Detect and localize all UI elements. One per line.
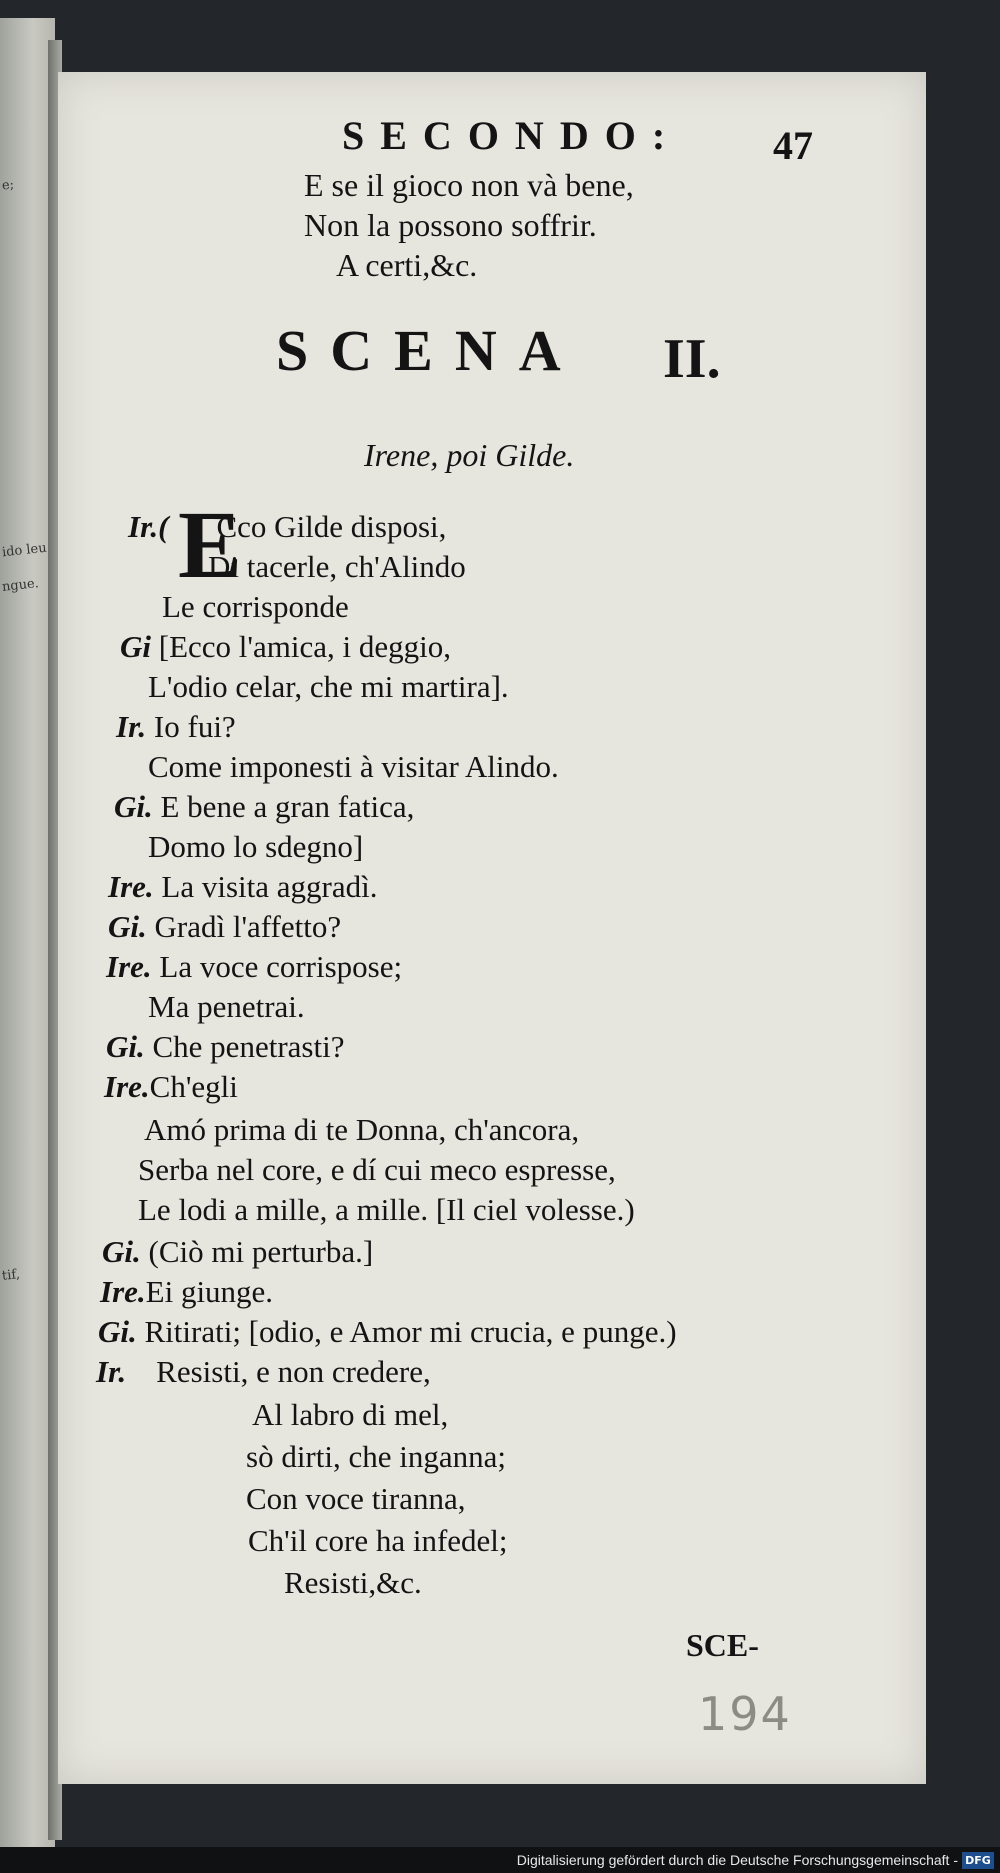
line-text: La voce corrispose; [159,949,403,984]
line-text: Che penetrasti? [152,1029,345,1064]
carryover-line: A certi,&c. [336,247,478,283]
facing-page-fragment: ido leu [1,540,48,561]
drop-capital: E [178,491,243,598]
line-text: Con voce tiranna, [246,1481,466,1516]
speaker-label: Gi. [106,1029,145,1064]
dialogue-line [108,909,341,945]
dialogue-line [138,1152,616,1188]
line-text: Ma penetrai. [148,989,305,1024]
pencil-annotation: 194 [698,1687,792,1741]
line-text: Ritirati; [odio, e Amor mi crucia, e punge.) [144,1314,677,1349]
facing-page-fragment: ngue. [1,576,40,595]
dialogue-line [148,749,559,785]
carryover-line: Non la possono soffrir. [304,207,597,243]
page-number: 47 [773,123,813,168]
line-text: L'odio celar, che mi martira]. [148,669,509,704]
facing-page-fragment: e; [1,177,15,194]
dialogue-line [148,989,305,1025]
dialogue-line [96,1354,431,1390]
line-text: Resisti,&c. [284,1565,422,1600]
line-text: Di tacerle, ch'Alindo [208,549,466,584]
line-text: Cco Gilde disposi, [216,509,447,544]
catchword: SCE- [686,1627,759,1663]
line-text: Al labro di mel, [252,1397,449,1432]
dialogue-line [248,1523,508,1559]
speaker-label: Ire. [106,949,152,984]
dialogue-line [252,1397,448,1433]
scene-cast: Irene, poi Gilde. [364,437,575,473]
digitization-footer [0,1847,1000,1873]
dialogue-line [104,1069,238,1105]
dialogue-line [144,1112,579,1148]
line-text: E bene a gran fatica, [160,789,415,824]
line-text: sò dirti, che inganna; [246,1439,506,1474]
speaker-label: Ir. [116,709,147,744]
dialogue-line [246,1481,466,1517]
line-text: Amó prima di te Donna, ch'ancora, [144,1112,580,1147]
line-text: Domo lo sdegno] [148,829,364,864]
dfg-logo-icon: DFG [962,1852,994,1869]
running-head: SECONDO: [342,113,682,158]
dialogue-line [116,709,236,745]
line-text: Ch'il core ha infedel; [248,1523,508,1558]
dialogue-line [114,789,414,825]
speaker-label: Ire. [108,869,154,904]
dialogue-line [100,1274,273,1310]
dialogue-line [106,949,402,985]
line-text: Le lodi a mille, a mille. [Il ciel volesse.) [138,1192,635,1227]
dialogue-line [148,669,509,705]
line-text: Serba nel core, e dí cui meco espresse, [138,1152,616,1187]
dialogue-line [138,1192,635,1228]
line-text: [Ecco l'amica, i deggio, [158,629,451,664]
dialogue-line [102,1234,373,1270]
line-text: La visita aggradì. [161,869,378,904]
dialogue-line [120,629,451,665]
carryover-line: E se il gioco non và bene, [304,167,634,203]
dialogue-line [284,1565,422,1601]
speaker-label: Ire. [100,1274,146,1309]
facing-page-edge [0,18,55,1858]
line-text: Le corrisponde [162,589,349,624]
dialogue-line [108,869,377,905]
dialogue-line [162,589,349,625]
speaker-label: Gi. [114,789,153,824]
line-text: Io fui? [153,709,236,744]
line-text: Come imponesti à visitar Alindo. [148,749,559,784]
speaker-label: Gi. [108,909,147,944]
speaker-label: Gi. [102,1234,141,1269]
facing-page-fragment: tif, [1,1267,21,1284]
line-text: Ch'egli [149,1069,238,1104]
dialogue-line [148,829,363,865]
line-text: Ei giunge. [145,1274,274,1309]
scene-number: II. [663,328,721,390]
speaker-label: Ir. [96,1354,127,1389]
book-page [58,72,926,1784]
line-text: (Ciò mi perturba.] [148,1234,374,1269]
dialogue-line [98,1314,677,1350]
line-text: Resisti, e non credere, [156,1354,431,1389]
scene-title: SCENA [276,318,583,383]
dialogue-line [106,1029,344,1065]
dialogue-line [128,509,446,545]
dialogue-line [246,1439,506,1475]
speaker-label: Ire. [104,1069,150,1104]
speaker-label: Gi. [98,1314,137,1349]
funding-credit: Digitalisierung gefördert durch die Deutsche Forschungsgemeinschaft - [516,1852,958,1868]
speaker-label: Gi [120,629,151,664]
speaker-label: Ir.( [128,509,169,544]
dialogue-line [208,549,466,585]
line-text: Gradì l'affetto? [154,909,342,944]
